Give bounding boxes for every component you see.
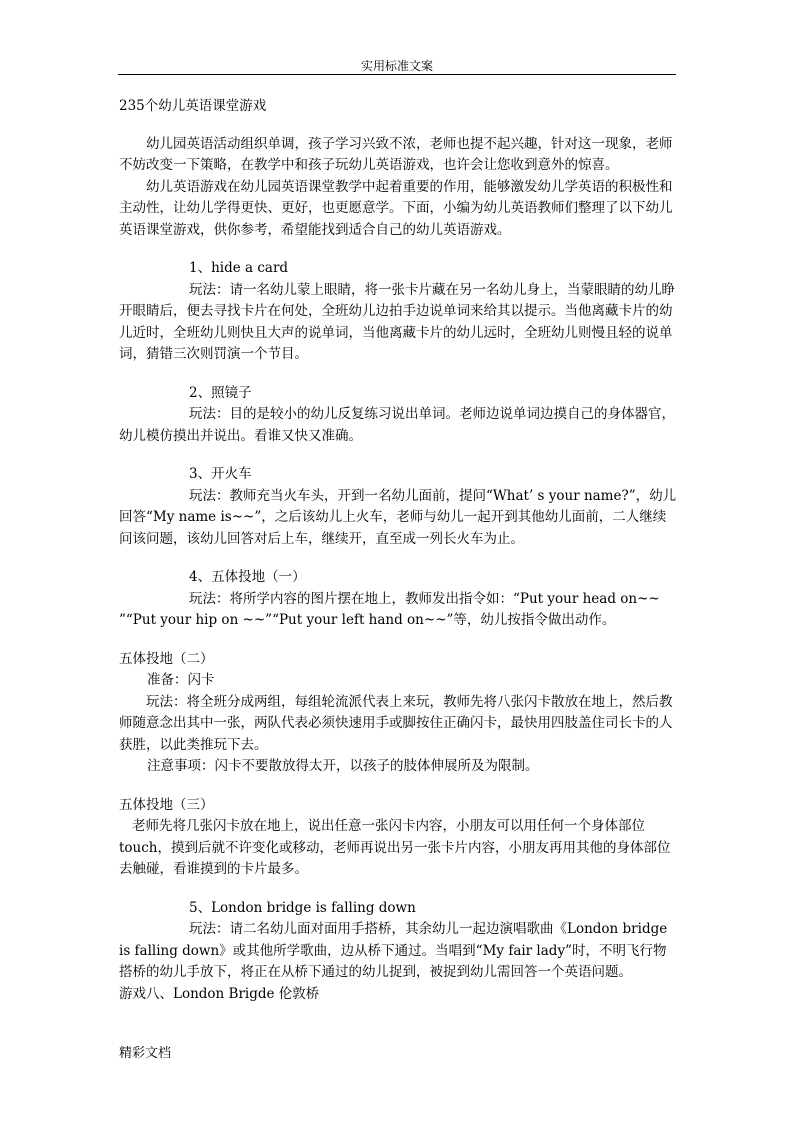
game-note: 注意事项：闪卡不要散放得太开，以孩子的肢体伸展所及为限制。 (147, 758, 539, 774)
game-heading: 4、五体投地（一） (189, 569, 306, 585)
game-heading: 五体投地（三） (119, 796, 214, 813)
game-heading: 5、London bridge is falling down (189, 899, 416, 916)
game-rules: 玩法：教师充当火车头，开到一名幼儿面前，提问“What’ s your name?”，幼儿回答“My name is~~”，之后该幼儿上火车，老师与幼儿一起开到其他幼儿面前，二人继续问该问题，该幼儿回答对后上车，继续开，直至成一列长火车为止。 (119, 487, 677, 547)
game-rules: 老师先将几张闪卡放在地上，说出任意一张闪卡内容，小朋友可以用任何一个身体部位touch，摸到后就不许变化或移动，老师再说出另一张卡片内容，小朋友再用其他的身体部位去触碰，看谁摸到的卡片最多。 (119, 818, 671, 877)
game-heading: 1、hide a card (189, 260, 289, 276)
game-rules: 玩法：请一名幼儿蒙上眼睛，将一张卡片藏在另一名幼儿身上，当蒙眼睛的幼儿睁开眼睛后，便去寻找卡片在何处，全班幼儿边拍手边说单词来给其以提示。当他离藏卡片的幼儿近时，全班幼儿则快且大声的说单词，当他离藏卡片的幼儿远时，全班幼儿则慢且轻的说单词，猜错三次则罚演一个节目。 (119, 281, 675, 362)
game-heading: 2、照镜子 (189, 384, 252, 401)
game-rules: 玩法：请二名幼儿面对面用手搭桥，其余幼儿一起边演唱歌曲《London bridge is falling down》或其他所学歌曲，边从桥下通过。当唱到“My fair lady”时，不明飞行物搭桥的幼儿手放下，将正在从桥下通过的幼儿捉到，被捉到幼儿需回答一个英语问题。 (119, 921, 668, 980)
game-rules: 玩法：将所学内容的图片摆在地上，教师发出指令如：“Put your head on~~ ”“Put your hip on ~~”“Put your left hand on~~”等，幼儿按指令做出动作。 (119, 590, 660, 628)
game-rules: 玩法：将全班分成两组，每组轮流派代表上来玩，教师先将八张闪卡散放在地上，然后教师随意念出其中一张，两队代表必须快速用手或脚按住正确闪卡，最快用四肢盖住司长卡的人获胜，以此类推玩下去。 (119, 693, 673, 753)
document-title: 235个幼儿英语课堂游戏 (119, 98, 267, 114)
intro-paragraph: 幼儿园英语活动组织单调，孩子学习兴致不浓，老师也提不起兴趣，针对这一现象，老师不妨改变一下策略，在教学中和孩子玩幼儿英语游戏，也许会让您收到意外的惊喜。 (119, 135, 673, 173)
game-heading: 五体投地（二） (119, 650, 214, 667)
game-preparation: 准备：闪卡 (147, 672, 215, 688)
intro-paragraph: 幼儿英语游戏在幼儿园英语课堂教学中起着重要的作用，能够激发幼儿学英语的积极性和主动性，让幼儿学得更快、更好，也更愿意学。下面，小编为幼儿英语教师们整理了以下幼儿英语课堂游戏，供你参考，希望能找到适合自己的幼儿英语游戏。 (119, 178, 673, 238)
header-divider (118, 74, 676, 75)
game-heading: 3、开火车 (189, 466, 252, 482)
page-header: 实用标准文案 (360, 59, 433, 73)
game-rules: 玩法：目的是较小的幼儿反复练习说出单词。老师边说单词边摸自己的身体器官，幼儿模仿摸出并说出。看谁又快又准确。 (119, 406, 675, 444)
page-footer: 精彩文档 (119, 1046, 172, 1061)
document-body (119, 96, 679, 1005)
game-heading: 游戏八、London Brigde 伦敦桥 (119, 985, 320, 1002)
